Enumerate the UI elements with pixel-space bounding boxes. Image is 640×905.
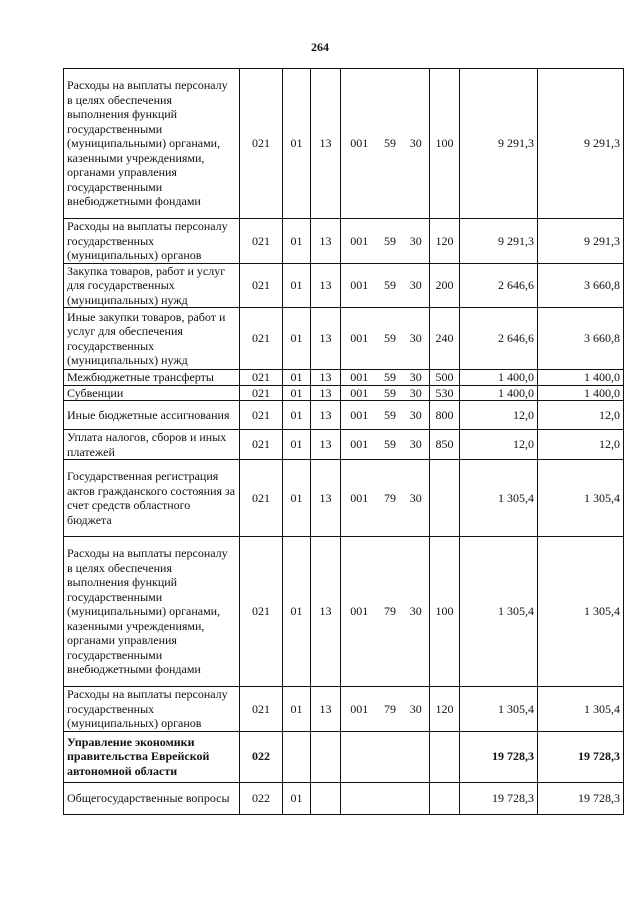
cell-expense-type: 500 (430, 370, 460, 386)
cell-target-code-item: 30 (403, 401, 430, 430)
cell-target-code-item: 30 (403, 385, 430, 401)
cell-target-code-direction: 79 (378, 687, 403, 732)
cell-amount-2: 12,0 (538, 401, 624, 430)
row-name: Общегосударственные вопросы (64, 782, 240, 814)
cell-target-code-item: 30 (403, 537, 430, 687)
cell-section: 01 (283, 537, 311, 687)
cell-ved: 021 (240, 687, 283, 732)
cell-target-code-item: 30 (403, 430, 430, 460)
cell-amount-2: 1 305,4 (538, 460, 624, 537)
cell-ved: 021 (240, 385, 283, 401)
table-row (64, 370, 624, 386)
cell-target-code-program: 001 (341, 263, 378, 308)
cell-amount-1: 1 400,0 (460, 385, 538, 401)
cell-section: 01 (283, 460, 311, 537)
cell-target-code-program: 001 (341, 385, 378, 401)
row-name: Иные бюджетные ассигнования (64, 401, 240, 430)
cell-target-code-item: 30 (403, 308, 430, 370)
cell-amount-1: 1 400,0 (460, 370, 538, 386)
cell-section: 01 (283, 687, 311, 732)
cell-ved: 021 (240, 263, 283, 308)
cell-target-code-program: 001 (341, 370, 378, 386)
cell-target-code-item: 30 (403, 370, 430, 386)
cell-subsection: 13 (311, 537, 341, 687)
cell-target-code-program: 001 (341, 401, 378, 430)
cell-subsection: 13 (311, 460, 341, 537)
cell-subsection: 13 (311, 687, 341, 732)
cell-amount-1: 19 728,3 (460, 782, 538, 814)
row-name: Управление экономики правительства Еврейской автономной области (64, 731, 240, 782)
table-row (64, 687, 624, 732)
cell-subsection (311, 731, 341, 782)
cell-ved: 021 (240, 308, 283, 370)
table-row (64, 430, 624, 460)
row-name: Расходы на выплаты персоналу государственных (муниципальных) органов (64, 687, 240, 732)
table-row (64, 401, 624, 430)
row-name: Уплата налогов, сборов и иных платежей (64, 430, 240, 460)
cell-ved: 021 (240, 69, 283, 219)
cell-amount-1: 12,0 (460, 401, 538, 430)
cell-expense-type: 200 (430, 263, 460, 308)
cell-amount-1: 9 291,3 (460, 69, 538, 219)
row-name: Межбюджетные трансферты (64, 370, 240, 386)
cell-section: 01 (283, 308, 311, 370)
row-name: Закупка товаров, работ и услуг для государственных (муниципальных) нужд (64, 263, 240, 308)
cell-expense-type: 530 (430, 385, 460, 401)
cell-target-code-direction (378, 731, 403, 782)
cell-subsection: 13 (311, 401, 341, 430)
cell-target-code-program: 001 (341, 69, 378, 219)
cell-amount-2: 19 728,3 (538, 782, 624, 814)
cell-amount-1: 1 305,4 (460, 460, 538, 537)
cell-target-code-program: 001 (341, 219, 378, 264)
row-name: Расходы на выплаты персоналу государственных (муниципальных) органов (64, 219, 240, 264)
cell-subsection: 13 (311, 69, 341, 219)
cell-section: 01 (283, 263, 311, 308)
table-row (64, 263, 624, 308)
cell-target-code-direction: 59 (378, 69, 403, 219)
budget-table (63, 68, 624, 815)
cell-expense-type (430, 782, 460, 814)
cell-expense-type (430, 460, 460, 537)
cell-expense-type: 120 (430, 687, 460, 732)
cell-expense-type: 240 (430, 308, 460, 370)
table-row (64, 460, 624, 537)
cell-expense-type: 100 (430, 69, 460, 219)
cell-section: 01 (283, 782, 311, 814)
cell-target-code-item (403, 731, 430, 782)
cell-target-code-program (341, 731, 378, 782)
table-row (64, 731, 624, 782)
cell-amount-1: 9 291,3 (460, 219, 538, 264)
cell-target-code-item: 30 (403, 263, 430, 308)
cell-target-code-direction: 79 (378, 460, 403, 537)
cell-target-code-direction: 59 (378, 401, 403, 430)
cell-expense-type: 120 (430, 219, 460, 264)
cell-section: 01 (283, 401, 311, 430)
cell-target-code-direction: 59 (378, 263, 403, 308)
cell-ved: 021 (240, 219, 283, 264)
table-row (64, 219, 624, 264)
cell-amount-1: 19 728,3 (460, 731, 538, 782)
cell-target-code-direction: 59 (378, 385, 403, 401)
cell-target-code-item (403, 782, 430, 814)
cell-expense-type: 800 (430, 401, 460, 430)
cell-target-code-program: 001 (341, 308, 378, 370)
cell-amount-1: 1 305,4 (460, 537, 538, 687)
cell-target-code-program: 001 (341, 537, 378, 687)
cell-amount-2: 9 291,3 (538, 69, 624, 219)
cell-expense-type (430, 731, 460, 782)
cell-amount-2: 1 400,0 (538, 370, 624, 386)
cell-section: 01 (283, 219, 311, 264)
cell-amount-2: 1 400,0 (538, 385, 624, 401)
row-name: Расходы на выплаты персоналу в целях обеспечения выполнения функций государственными (муниципальными) органами, казенными учреждениями, органами управления государственными внебюджетными фондами (64, 537, 240, 687)
cell-ved: 022 (240, 782, 283, 814)
cell-amount-2: 19 728,3 (538, 731, 624, 782)
cell-section: 01 (283, 385, 311, 401)
cell-target-code-item: 30 (403, 460, 430, 537)
cell-target-code-item: 30 (403, 69, 430, 219)
cell-amount-2: 9 291,3 (538, 219, 624, 264)
cell-target-code-item: 30 (403, 687, 430, 732)
cell-ved: 021 (240, 537, 283, 687)
cell-ved: 021 (240, 401, 283, 430)
cell-ved: 022 (240, 731, 283, 782)
cell-section: 01 (283, 370, 311, 386)
cell-section: 01 (283, 69, 311, 219)
table-row (64, 385, 624, 401)
cell-target-code-program: 001 (341, 430, 378, 460)
cell-target-code-item: 30 (403, 219, 430, 264)
cell-target-code-direction (378, 782, 403, 814)
cell-amount-1: 1 305,4 (460, 687, 538, 732)
cell-subsection: 13 (311, 385, 341, 401)
cell-amount-1: 2 646,6 (460, 308, 538, 370)
cell-expense-type: 100 (430, 537, 460, 687)
cell-target-code-program: 001 (341, 460, 378, 537)
cell-target-code-program (341, 782, 378, 814)
cell-subsection: 13 (311, 219, 341, 264)
cell-amount-1: 12,0 (460, 430, 538, 460)
row-name: Иные закупки товаров, работ и услуг для обеспечения государственных (муниципальных) нужд (64, 308, 240, 370)
table-row (64, 537, 624, 687)
cell-target-code-program: 001 (341, 687, 378, 732)
cell-amount-2: 1 305,4 (538, 687, 624, 732)
cell-ved: 021 (240, 430, 283, 460)
cell-section (283, 731, 311, 782)
cell-target-code-direction: 59 (378, 308, 403, 370)
cell-target-code-direction: 79 (378, 537, 403, 687)
cell-target-code-direction: 59 (378, 370, 403, 386)
row-name: Государственная регистрация актов гражданского состояния за счет средств областного бюджета (64, 460, 240, 537)
cell-expense-type: 850 (430, 430, 460, 460)
cell-section: 01 (283, 430, 311, 460)
cell-subsection: 13 (311, 370, 341, 386)
cell-amount-1: 2 646,6 (460, 263, 538, 308)
page-number: 264 (311, 40, 329, 54)
cell-target-code-direction: 59 (378, 430, 403, 460)
cell-ved: 021 (240, 370, 283, 386)
cell-subsection: 13 (311, 263, 341, 308)
table-row (64, 69, 624, 219)
cell-amount-2: 1 305,4 (538, 537, 624, 687)
table-row (64, 782, 624, 814)
cell-subsection (311, 782, 341, 814)
row-name: Расходы на выплаты персоналу в целях обеспечения выполнения функций государственными (муниципальными) органами, казенными учреждениями, органами управления государственными внебюджетными фондами (64, 69, 240, 219)
cell-amount-2: 3 660,8 (538, 308, 624, 370)
cell-ved: 021 (240, 460, 283, 537)
table-row (64, 308, 624, 370)
cell-subsection: 13 (311, 430, 341, 460)
cell-amount-2: 12,0 (538, 430, 624, 460)
row-name: Субвенции (64, 385, 240, 401)
cell-target-code-direction: 59 (378, 219, 403, 264)
cell-amount-2: 3 660,8 (538, 263, 624, 308)
cell-subsection: 13 (311, 308, 341, 370)
